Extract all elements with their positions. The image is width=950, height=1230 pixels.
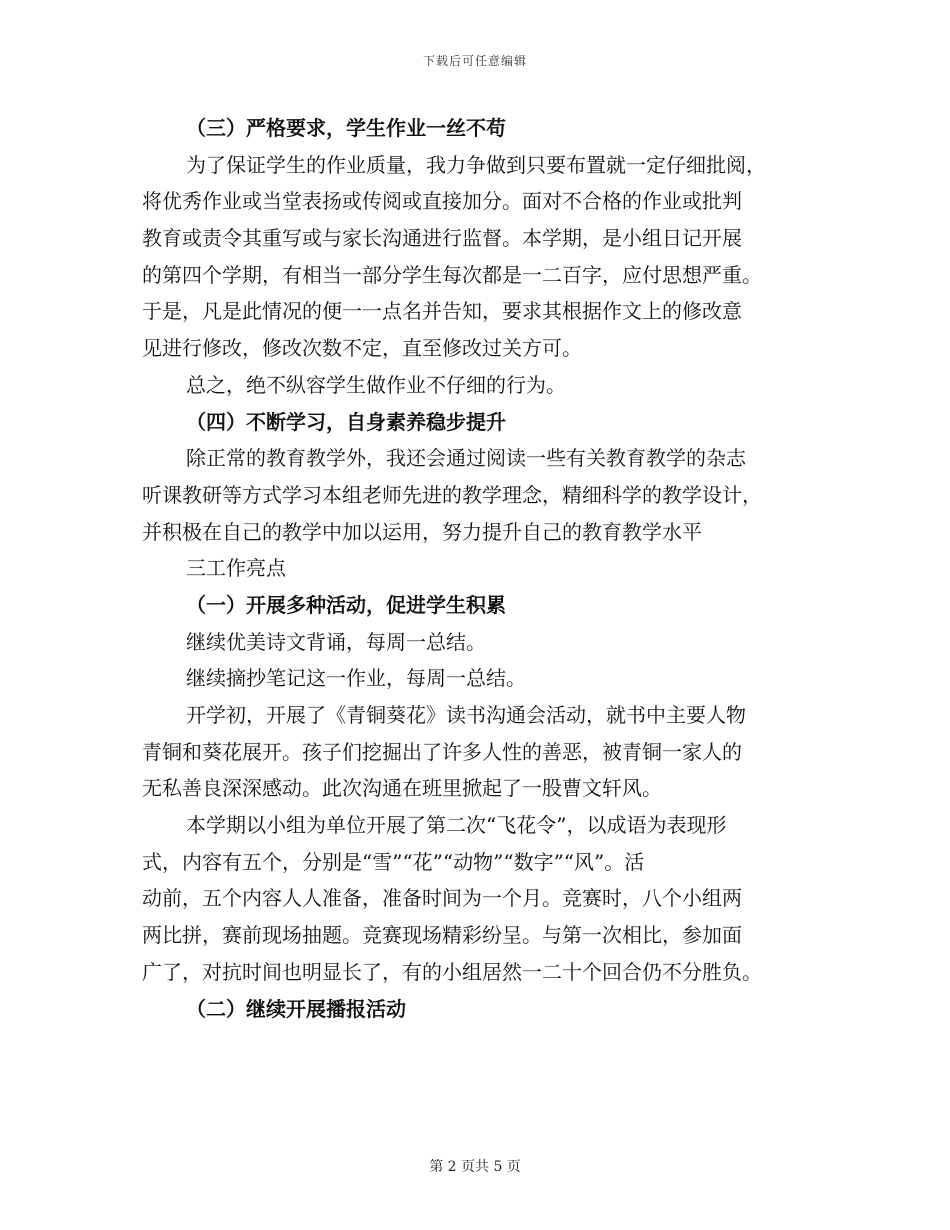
paragraph-line: 除正常的教育教学外，我还会通过阅读一些有关教育教学的杂志 [186,446,746,471]
paragraph-line: 听课教研等方式学习本组老师先进的教学理念，精细科学的教学设计， [142,482,762,507]
paragraph-line: 青铜和葵花展开。孩子们挖掘出了许多人性的善恶，被青铜一家人的 [142,739,742,764]
paragraph-line: 动前，五个内容人人准备，准备时间为一个月。竞赛时，八个小组两 [142,886,742,911]
paragraph-line: 将优秀作业或当堂表扬或传阅或直接加分。面对不合格的作业或批判 [142,189,742,214]
section-heading: （二）继续开展播报活动 [186,996,406,1021]
paragraph-line: 教育或责令其重写或与家长沟通进行监督。本学期，是小组日记开展 [142,226,742,251]
paragraph-line: 开学初，开展了《青铜葵花》读书沟通会活动，就书中主要人物 [186,703,746,727]
paragraph-line: 无私善良深深感动。此次沟通在班里掀起了一股曹文轩风。 [142,776,662,801]
page-header-note: 下载后可任意编辑 [422,54,527,68]
section-heading: （一）开展多种活动，促进学生积累 [186,592,506,617]
paragraph-line: 见进行修改，修改次数不定，直至修改过关方可。 [142,336,582,361]
chapter-heading: 三工作亮点 [186,556,286,581]
paragraph-line: 为了保证学生的作业质量，我力争做到只要布置就一定仔细批阅， [186,152,766,177]
paragraph-line: 于是，凡是此情况的便一一点名并告知，要求其根据作文上的修改意 [142,299,742,324]
paragraph-line: 总之，绝不纵容学生做作业不仔细的行为。 [186,372,566,397]
page-number: 第 2 页共 5 页 [429,1159,521,1175]
document-body [142,110,814,1027]
paragraph-line: 并积极在自己的教学中加以运用，努力提升自己的教育教学水平 [142,519,702,544]
paragraph-line: 的第四个学期，有相当一部分学生每次都是一二百字，应付思想严重。 [142,262,762,287]
paragraph-line: 继续摘抄笔记这一作业，每周一总结。 [186,666,526,691]
paragraph-line: 本学期以小组为单位开展了第二次“飞花令”，以成语为表现形 [186,813,727,838]
paragraph-line: 两比拼，赛前现场抽题。竞赛现场精彩纷呈。与第一次相比，参加面 [142,923,742,948]
paragraph-line: 继续优美诗文背诵，每周一总结。 [186,629,486,654]
paragraph-line: 式，内容有五个，分别是“雪”“花”“动物”“数字”“风”。活 [142,849,645,874]
paragraph-line: 广了，对抗时间也明显长了，有的小组居然一二十个回合仍不分胜负。 [142,959,762,984]
section-heading: （四）不断学习，自身素养稳步提升 [186,409,506,434]
section-heading: （三）严格要求，学生作业一丝不苟 [186,116,506,140]
